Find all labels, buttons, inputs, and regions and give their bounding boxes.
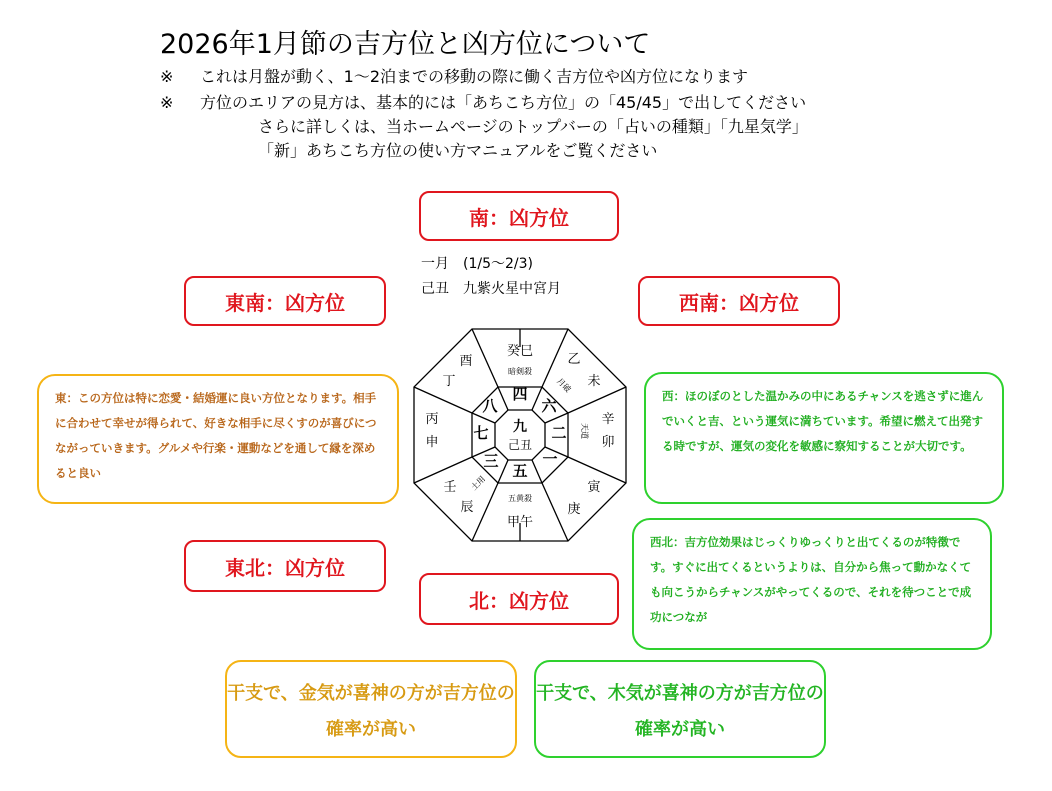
note-1 (160, 66, 748, 87)
outer-right-2: 卯 (601, 435, 615, 450)
chart-header-line-1: 一月 (1/5〜2/3) (421, 256, 533, 272)
note-2-cont-1: さらに詳しくは、当ホームページのトップバーの「占いの種類」「九星気学」 (258, 117, 808, 136)
center-kanshi: 己丑 (507, 438, 533, 452)
outer-upper-left-2: 丁 (442, 374, 456, 389)
direction-southwest: 西南：凶方位 (638, 276, 840, 326)
outer-upper-right-2: 未 (587, 374, 601, 389)
inner-upper-right: 六 (541, 397, 557, 415)
description-northwest: 西北：吉方位効果はじっくりゆっくりと出てくるのが特徴です。すぐに出てくるというよりは、自分から焦って動かなくても向こうからチャンスがやってくるので、それを待つことで成功につなが (632, 518, 992, 650)
small-label-right: 天道 (580, 423, 589, 439)
center-star: 九 (513, 419, 527, 435)
description-west: 西：ほのぼのとした温かみの中にあるチャンスを逃さずに進んでいくと吉、という運気に満ちています。希望に燃えて出発する時ですが、運気の変化を敏感に察知することが大切です。 (644, 372, 1004, 504)
bottom-box-wood: 干支で、木気が喜神の方が吉方位の確率が高い (534, 660, 826, 758)
small-label-bottom: 五黄殺 (508, 494, 532, 503)
outer-left-2: 申 (425, 435, 439, 450)
outer-left-1: 丙 (425, 412, 439, 427)
description-east: 東：この方位は特に恋愛・結婚運に良い方位となります。相手に合わせて幸せが得られて、好きな相手に尽くすのが喜びにつながっていきます。グルメや行楽・運動などを通して縁を深めると良い (37, 374, 399, 504)
note-2 (160, 92, 806, 113)
direction-south: 南：凶方位 (419, 191, 619, 241)
outer-lower-right-1: 寅 (587, 480, 601, 495)
outer-octagon (414, 329, 626, 541)
direction-north: 北：凶方位 (419, 573, 619, 625)
outer-right-1: 辛 (601, 412, 615, 427)
outer-top: 癸巳 (506, 344, 534, 359)
outer-upper-right-1: 乙 (567, 352, 581, 367)
inner-top: 四 (512, 385, 528, 403)
note-mark: ※ (160, 93, 174, 112)
center-octagon (495, 410, 545, 460)
note-mark: ※ (160, 67, 174, 86)
chart-header-line-2: 己丑 九紫火星中宮月 (421, 281, 561, 297)
outer-bottom: 甲午 (506, 515, 534, 530)
inner-upper-left: 八 (482, 397, 498, 415)
outer-lower-left-1: 壬 (443, 480, 457, 495)
inner-bottom: 五 (512, 462, 528, 480)
bagua-diagram (410, 325, 630, 545)
small-label-upper-right: 月破 (554, 376, 573, 395)
direction-southeast: 東南：凶方位 (184, 276, 386, 326)
direction-northeast: 東北：凶方位 (184, 540, 386, 592)
outer-lower-right-2: 庚 (567, 502, 581, 517)
note-text: これは月盤が動く、1〜2泊までの移動の際に働く吉方位や凶方位になります (200, 67, 749, 86)
small-label-lower-left: 土用 (469, 474, 488, 493)
inner-lower-left: 三 (483, 452, 499, 470)
outer-lower-left-2: 辰 (460, 500, 474, 515)
page-title: 2026年1月節の吉方位と凶方位について (160, 29, 651, 60)
inner-right: 二 (551, 424, 567, 442)
inner-left: 七 (473, 424, 489, 442)
inner-lower-right: 一 (542, 450, 558, 468)
note-2-cont-2: 「新」あちこち方位の使い方マニュアルをご覧ください (258, 141, 658, 160)
note-text: 方位のエリアの見方は、基本的には「あちこち方位」の「45/45」で出してください (200, 93, 807, 112)
bottom-box-metal: 干支で、金気が喜神の方が吉方位の確率が高い (225, 660, 517, 758)
outer-upper-left-1: 酉 (459, 354, 473, 369)
small-label-top: 暗剣殺 (508, 367, 532, 376)
